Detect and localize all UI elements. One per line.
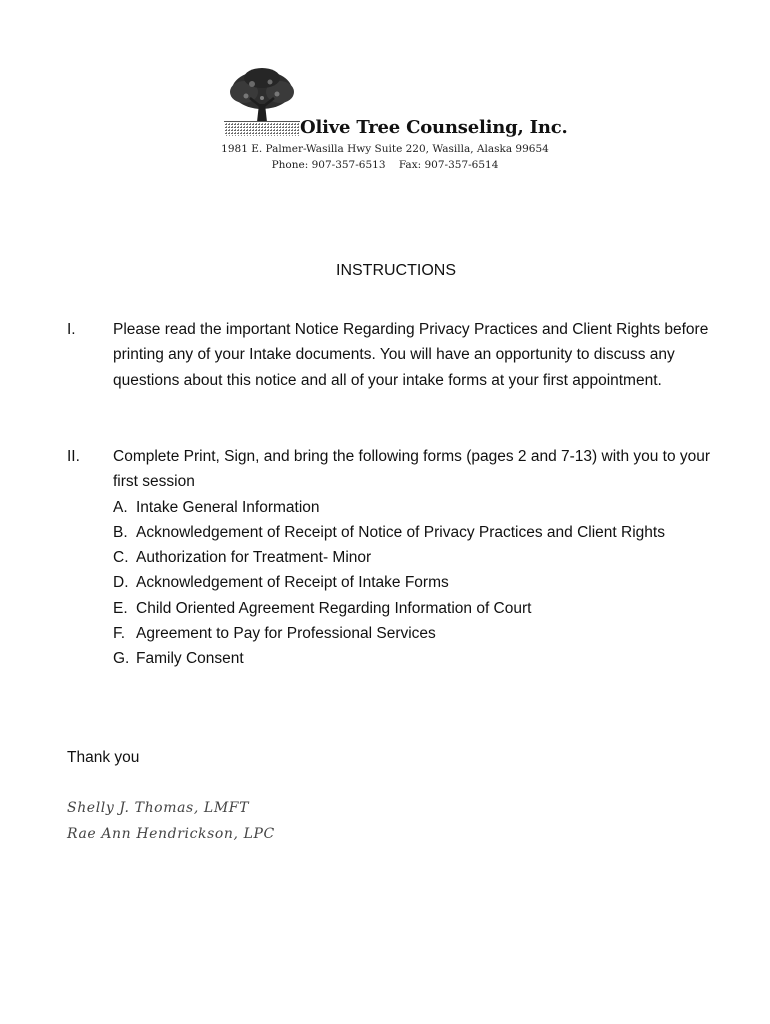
list-item-label: Family Consent [136, 650, 244, 668]
list-item [113, 596, 713, 621]
section-body [113, 444, 713, 672]
list-item [113, 495, 713, 520]
list-item-letter: C. [113, 549, 129, 567]
required-forms-list [113, 495, 713, 672]
section-numeral: I. [67, 321, 76, 338]
list-item [113, 520, 713, 545]
section-text: Complete Print, Sign, and bring the following forms (pages 2 and 7-13) with you to your first session [113, 448, 711, 491]
olive-tree-icon [222, 64, 302, 138]
list-item-letter: B. [113, 523, 128, 541]
list-item-label: Child Oriented Agreement Regarding Information of Court [136, 599, 532, 617]
list-item-label: Authorization for Treatment- Minor [136, 549, 372, 567]
list-item-letter: G. [113, 650, 130, 668]
signature-2: Rae Ann Hendrickson, LPC [67, 826, 275, 842]
list-item [113, 621, 713, 646]
list-item-letter: F. [113, 625, 126, 643]
closing-text: Thank you [67, 749, 140, 766]
list-item-label: Agreement to Pay for Professional Services [136, 625, 436, 643]
company-phone-fax: Phone: 907-357-6513 Fax: 907-357-6514 [271, 159, 499, 171]
page-title: INSTRUCTIONS [336, 262, 456, 279]
list-item-letter: A. [113, 498, 128, 516]
list-item [113, 646, 713, 671]
signature-1: Shelly J. Thomas, LMFT [67, 800, 250, 816]
list-item-letter: D. [113, 574, 129, 592]
list-item-letter: E. [113, 599, 128, 617]
list-item [113, 570, 713, 595]
list-item-label: Acknowledgement of Receipt of Notice of Privacy Practices and Client Rights [136, 523, 665, 541]
company-name: Olive Tree Counseling, Inc. [300, 117, 568, 138]
list-item-label: Acknowledgement of Receipt of Intake Forms [136, 574, 449, 592]
company-address: 1981 E. Palmer-Wasilla Hwy Suite 220, Wasilla, Alaska 99654 [221, 143, 549, 155]
section-text: Please read the important Notice Regarding Privacy Practices and Client Rights before printing any of your Intake documents. You will have an opportunity to discuss any questions about this notice and all of your intake forms at your first appointment. [113, 321, 709, 389]
list-item-label: Intake General Information [136, 498, 320, 516]
section-numeral: II. [67, 448, 80, 465]
list-item [113, 545, 713, 570]
